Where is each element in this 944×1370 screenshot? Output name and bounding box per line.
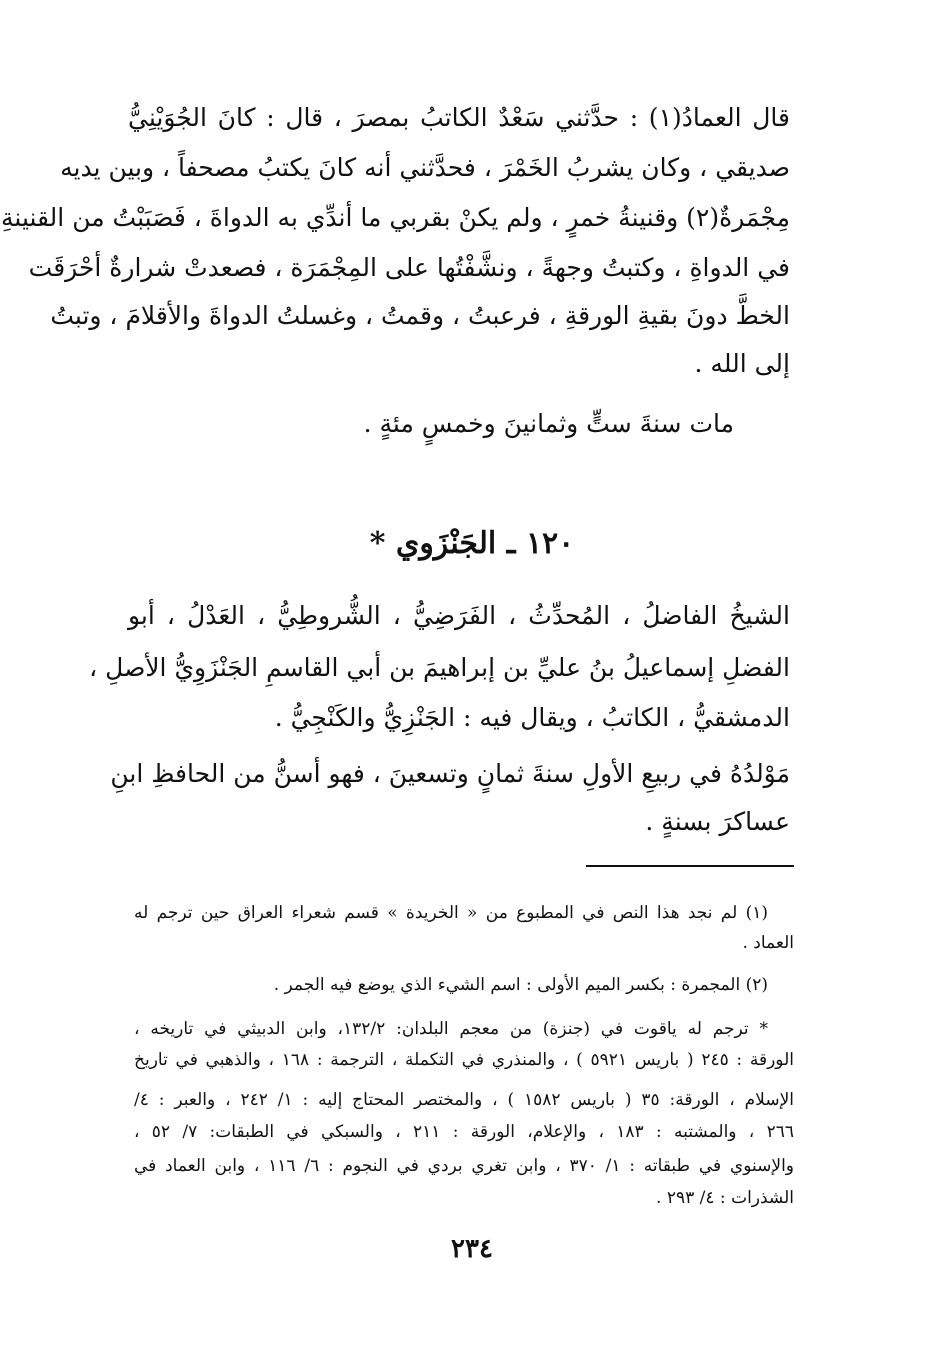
footnote-separator — [586, 865, 794, 867]
paragraph1-line-3: مِجْمَرةٌ(٢) وقنينةُ خمرٍ ، ولم يكنْ بقربي ما أندِّي به الدواةَ ، فَصَبَبْتُ من القنينةِ — [1, 203, 790, 232]
paragraph1-line-2: صديقي ، وكان يشربُ الخَمْرَ ، فحدَّثني أنه كانَ يكتبُ مصحفاً ، وبين يديه — [60, 153, 790, 182]
paragraph1-line-6: إلى الله . — [694, 349, 790, 378]
entry-heading: ١٢٠ ـ الجَنْزَوي * — [369, 526, 575, 561]
footnote-star-line-1: * ترجم له ياقوت في (جنزة) من معجم البلدان: ١٣٢/٢، وابن الدبيثي في تاريخه ، — [134, 1019, 768, 1039]
footnote-2-line-1: (٢) المجمرة : بكسر الميم الأولى : اسم الشيء الذي يوضع فيه الجمر . — [273, 975, 768, 995]
footnote-1-line-1: (١) لم نجد هذا النص في المطبوع من « الخريدة » قسم شعراء العراق حين ترجم له — [134, 903, 768, 923]
paragraph1-line-1: قال العمادُ(١) : حدَّثني سَعْدٌ الكاتبُ بمصرَ ، قال : كانَ الجُوَيْنِيُّ — [128, 103, 791, 132]
footnote-star-line-3: الإسلام ، الورقة: ٣٥ ( باريس ١٥٨٢ ) ، والمختصر المحتاج إليه : ١/ ٢٤٢ ، والعبر : ٤/ — [134, 1090, 794, 1110]
footnote-star-line-2: الورقة : ٢٤٥ ( باريس ٥٩٢١ ) ، والمنذري في التكملة ، الترجمة : ١٦٨ ، والذهبي في تاريخ — [134, 1050, 794, 1070]
footnote-star-line-4: ٢٦٦ ، والمشتبه : ١٨٣ ، والإعلام، الورقة : ٢١١ ، والسبكي في الطبقات: ٧/ ٥٢ ، — [134, 1122, 795, 1142]
death-line: مات سنةَ ستٍّ وثمانينَ وخمسٍ مئةٍ . — [363, 409, 734, 438]
paragraph3-line-1: مَوْلدُهُ في ربيعِ الأولِ سنةَ ثمانٍ وتسعينَ ، فهو أسنُّ من الحافظِ ابنِ — [110, 759, 790, 788]
paragraph2-line-3: الدمشقيُّ ، الكاتبُ ، ويقال فيه : الجَنْزِيُّ والكَنْجِيُّ . — [274, 703, 790, 732]
paragraph3-line-2: عساكرَ بسنةٍ . — [645, 807, 790, 836]
paragraph1-line-4: في الدواةِ ، وكتبتُ وجهةً ، ونشَّفْتُها على المِجْمَرَة ، فصعدتْ شرارةٌ أحْرَقَت — [28, 253, 790, 282]
footnote-star-line-5: والإسنوي في طبقاته : ١/ ٣٧٠ ، وابن تغري بردي في النجوم : ٦/ ١١٦ ، وابن العماد في — [134, 1156, 795, 1176]
paragraph2-line-1: الشيخُ الفاضلُ ، المُحدِّثُ ، الفَرَضِيُّ ، الشُّروطِيُّ ، العَدْلُ ، أبو — [128, 601, 790, 630]
page-number: ٢٣٤ — [451, 1234, 493, 1264]
paragraph1-line-5: الخطَّ دونَ بقيةِ الورقةِ ، فرعبتُ ، وقمتُ ، وغسلتُ الدواةَ والأقلامَ ، وتبتُ — [50, 301, 790, 330]
footnote-1-line-2: العماد . — [742, 933, 794, 953]
paragraph2-line-2: الفضلِ إسماعيلُ بنُ عليِّ بن إبراهيمَ بن أبي القاسمِ الجَنْزَوِيُّ الأصلِ ، — [89, 653, 790, 682]
footnote-star-line-6: الشذرات : ٤/ ٢٩٣ . — [656, 1188, 794, 1208]
